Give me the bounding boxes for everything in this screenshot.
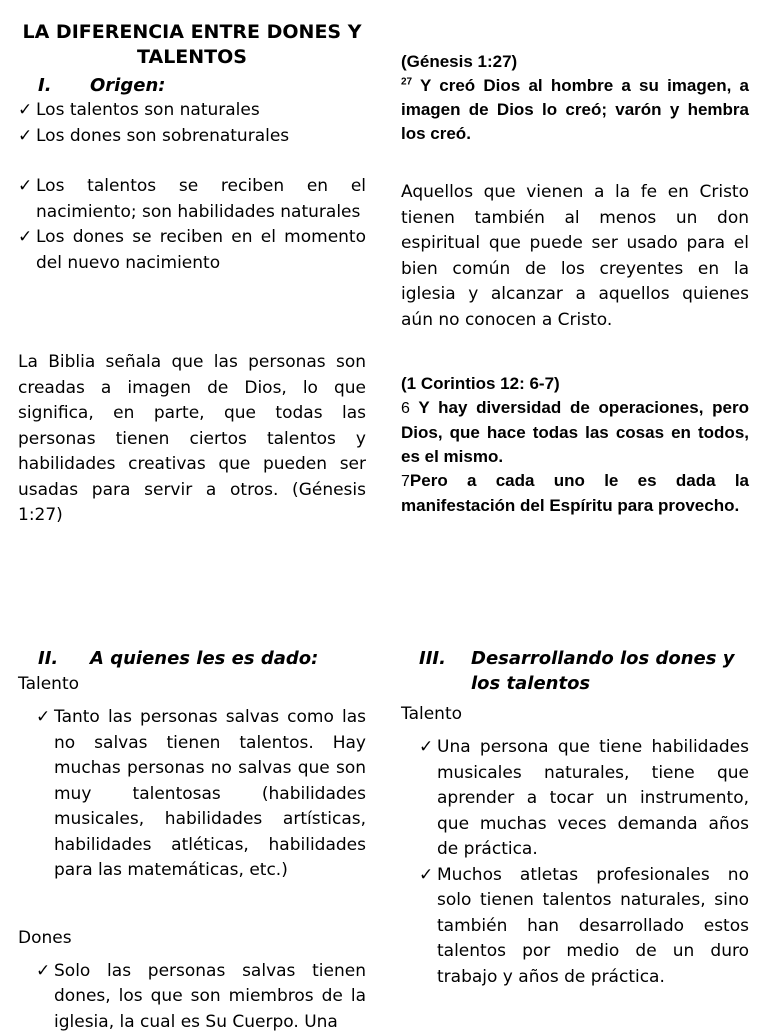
- verse-number: 27: [401, 76, 412, 87]
- corinthians-block: [401, 372, 749, 518]
- genesis-verse: [401, 74, 749, 146]
- verse-7: [401, 469, 749, 518]
- genesis-block: [401, 50, 749, 146]
- list-item-text: Los dones se reciben en el momento del nuevo nacimiento: [36, 225, 366, 276]
- list-item-text: Los talentos son naturales: [36, 98, 366, 124]
- corinthians-reference: (1 Corintios 12: 6-7): [401, 372, 749, 396]
- list-item: [18, 124, 366, 150]
- bible-paragraph: La Biblia señala que las personas son creadas a imagen de Dios, lo que significa, en parte, que todas las personas tienen ciertos talentos y habilidades creativas que pueden ser usadas para servir a otros. (Génesis 1:27): [18, 350, 366, 529]
- check-icon: ✓: [18, 124, 36, 150]
- list-item: [419, 735, 749, 863]
- origin-list-a: [18, 98, 366, 149]
- verse-number: 6: [401, 400, 410, 417]
- section-1-heading: [18, 73, 366, 98]
- list-item: [18, 98, 366, 124]
- verse-6: [401, 396, 749, 469]
- section-1-title: Origen:: [90, 73, 366, 98]
- check-icon: ✓: [36, 705, 54, 884]
- list-item-text: Solo las personas salvas tienen dones, los que son miembros de la iglesia, la cual es Su Cuerpo. Una: [54, 959, 366, 1035]
- section-2-gifts-label: Dones: [18, 926, 366, 951]
- verse-text: Pero a cada uno le es dada la manifestación del Espíritu para provecho.: [401, 471, 749, 515]
- check-icon: ✓: [419, 735, 437, 863]
- section-2-talent-label: Talento: [18, 672, 366, 697]
- verse-number: 7: [401, 473, 410, 490]
- list-item: [419, 863, 749, 991]
- verse-text: Y hay diversidad de operaciones, pero Dios, que hace todas las cosas en todos, es el mismo.: [401, 398, 749, 466]
- check-icon: ✓: [18, 174, 36, 225]
- section-3-talent-label: Talento: [401, 702, 749, 727]
- list-item-text: Una persona que tiene habilidades musicales naturales, tiene que aprender a tocar un instrumento, que muchas veces demanda años de práctica.: [437, 735, 749, 863]
- check-icon: ✓: [18, 225, 36, 276]
- faith-paragraph: Aquellos que vienen a la fe en Cristo tienen también al menos un don espiritual que puede ser usado para el bien común de los creyentes en la iglesia y alcanzar a aquellos quienes aún no conocen a Cristo.: [401, 180, 749, 333]
- list-item-text: Muchos atletas profesionales no solo tienen talentos naturales, sino también han desarrollado estos talentos por medio de un duro trabajo y años de práctica.: [437, 863, 749, 991]
- list-item-text: Tanto las personas salvas como las no salvas tienen talentos. Hay muchas personas no salvas que son muy talentosas (habilidades musicales, habilidades artísticas, habilidades atléticas, habilidades para las matemáticas, etc.): [54, 705, 366, 884]
- check-icon: ✓: [18, 98, 36, 124]
- section-3: [401, 646, 749, 990]
- section-3-number: III.: [419, 646, 471, 696]
- section-3-title: Desarrollando los dones y los talentos: [471, 646, 749, 696]
- document-title: LA DIFERENCIA ENTRE DONES Y TALENTOS: [18, 20, 366, 70]
- section-2: [18, 646, 366, 1035]
- verse-text: Y creó Dios al hombre a su imagen, a imagen de Dios lo creó; varón y hembra los creó.: [401, 76, 749, 143]
- section-3-list: [401, 735, 749, 990]
- list-item: [18, 174, 366, 225]
- check-icon: ✓: [36, 959, 54, 1035]
- left-column-top: [18, 20, 366, 276]
- genesis-reference: (Génesis 1:27): [401, 50, 749, 74]
- section-1-number: I.: [38, 73, 90, 98]
- list-item-text: Los talentos se reciben en el nacimiento; son habilidades naturales: [36, 174, 366, 225]
- list-item-text: Los dones son sobrenaturales: [36, 124, 366, 150]
- check-icon: ✓: [419, 863, 437, 991]
- list-item: [36, 705, 366, 884]
- section-3-heading: [401, 646, 749, 696]
- section-2-title: A quienes les es dado:: [90, 646, 366, 671]
- list-item: [18, 225, 366, 276]
- origin-list-b: [18, 174, 366, 276]
- section-2-talent-list: [18, 705, 366, 884]
- section-2-heading: [18, 646, 366, 671]
- section-2-number: II.: [38, 646, 90, 671]
